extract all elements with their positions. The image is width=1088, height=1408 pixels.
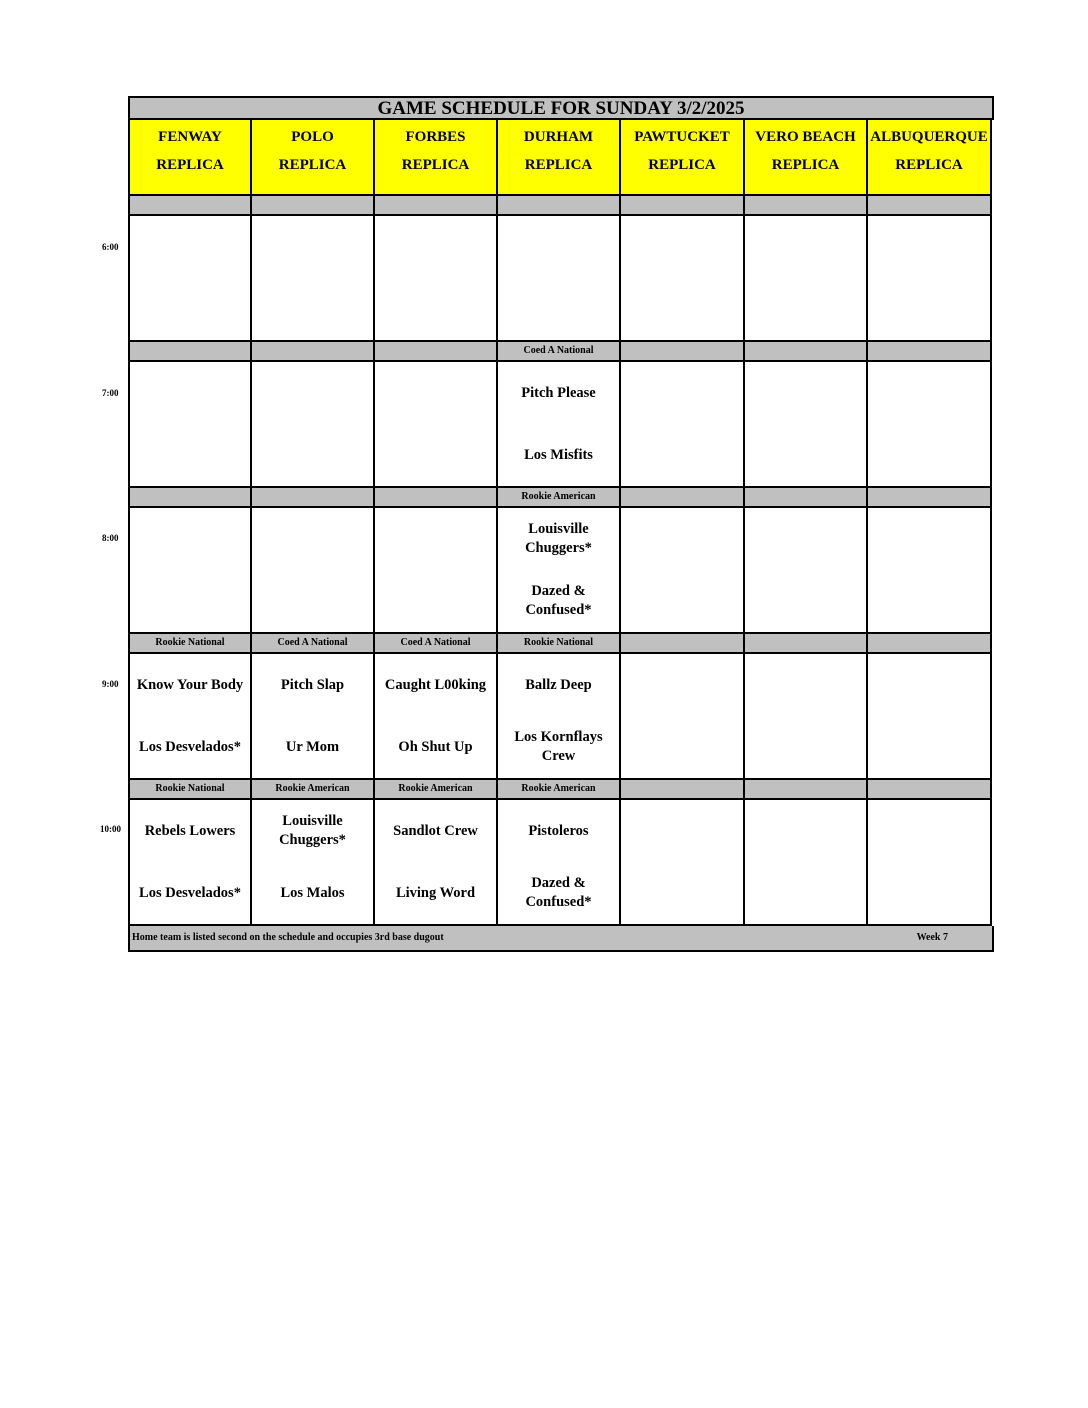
division-label [128,488,252,508]
field-name: FENWAY [158,129,222,145]
home-team: Los Kornflays Crew [514,729,603,764]
game-cell [868,362,992,488]
home-team [868,278,990,340]
home-team [130,424,250,486]
division-label [621,634,745,654]
game-cell [375,216,498,342]
away-team: Louisville Chuggers* [525,521,592,556]
division-label [252,488,375,508]
field-header [745,120,868,196]
game-cell [252,362,375,488]
home-team [868,862,990,924]
game-cell [252,508,375,634]
home-team [375,278,496,340]
game-cell [128,654,252,780]
division-label [868,488,992,508]
division-label [621,342,745,362]
game-cell [868,800,992,926]
home-team [621,716,743,778]
game-cell [375,508,498,634]
division-label [252,196,375,216]
away-team: Louisville Chuggers* [279,813,346,848]
time-label: 8:00 [102,533,119,543]
home-team [868,424,990,486]
away-team [868,800,990,862]
game-cell [498,508,621,634]
game-row [128,508,994,634]
away-team [621,216,743,278]
field-name: ALBUQUERQUE [870,129,988,145]
home-team [375,424,496,486]
home-team [375,570,496,632]
game-cell [375,654,498,780]
division-label [128,342,252,362]
division-label: Rookie National [128,634,252,654]
game-cell [498,800,621,926]
home-team: Dazed & Confused* [525,875,592,910]
week-label: Week 7 [916,932,948,943]
field-type: REPLICA [156,157,224,173]
time-label: 9:00 [102,679,119,689]
away-team [252,216,373,278]
division-label: Rookie National [498,634,621,654]
division-label [745,342,868,362]
game-cell [498,362,621,488]
game-row [128,362,994,488]
away-team [621,800,743,862]
home-team [745,424,866,486]
schedule-body [128,196,994,926]
division-label: Rookie American [498,780,621,800]
home-team [621,278,743,340]
home-team [745,570,866,632]
home-team [252,278,373,340]
away-team [868,654,990,716]
home-team [498,278,619,340]
game-row [128,216,994,342]
division-label [252,342,375,362]
game-cell [621,508,745,634]
game-cell [868,508,992,634]
away-team [868,216,990,278]
away-team [130,362,250,424]
field-name: PAWTUCKET [634,129,730,145]
home-team [745,862,866,924]
away-team: Pitch Please [521,384,596,401]
game-cell [745,216,868,342]
field-header-row [128,120,994,196]
division-row [128,780,994,800]
home-team [130,570,250,632]
division-label [128,196,252,216]
home-team [745,278,866,340]
game-cell [621,362,745,488]
field-name: POLO [291,129,334,145]
division-label: Coed A National [375,634,498,654]
game-cell [745,654,868,780]
division-label: Rookie American [498,488,621,508]
away-team [745,800,866,862]
away-team: Rebels Lowers [144,822,236,839]
home-team [868,716,990,778]
footer-note: Home team is listed second on the schedule and occupies 3rd base dugout [132,932,444,943]
division-label [621,488,745,508]
game-cell [375,362,498,488]
field-type: REPLICA [648,157,716,173]
game-cell [498,654,621,780]
time-label: 6:00 [102,242,119,252]
home-team [252,424,373,486]
game-cell [745,362,868,488]
home-team [621,570,743,632]
away-team [375,362,496,424]
field-type: REPLICA [524,157,593,173]
schedule-table [128,96,994,952]
away-team: Caught L00king [384,676,487,693]
field-header [498,120,621,196]
away-team [745,654,866,716]
away-team: Pistoleros [528,822,589,839]
field-name: DURHAM [523,129,594,145]
home-team [745,716,866,778]
game-cell [621,800,745,926]
division-label [745,634,868,654]
home-team [621,424,743,486]
home-team [130,278,250,340]
field-type: REPLICA [771,157,840,173]
home-team: Los Desvelados* [139,738,241,755]
away-team [621,362,743,424]
division-label [868,780,992,800]
time-label: 7:00 [102,388,119,398]
game-cell [128,508,252,634]
game-cell [868,654,992,780]
division-label [745,488,868,508]
division-label [868,634,992,654]
field-name: FORBES [405,129,466,145]
division-label: Rookie American [252,780,375,800]
time-label: 10:00 [100,824,121,834]
division-label [745,780,868,800]
division-label [375,196,498,216]
away-team [498,216,619,278]
division-row [128,196,994,216]
away-team [130,508,250,570]
field-type: REPLICA [401,157,470,173]
home-team [621,862,743,924]
game-cell [128,362,252,488]
division-row [128,488,994,508]
game-row [128,800,994,926]
game-cell [621,654,745,780]
away-team [252,362,373,424]
division-label [868,196,992,216]
division-label [621,780,745,800]
division-label [868,342,992,362]
division-label [375,488,498,508]
home-team: Ur Mom [285,738,340,755]
field-type: REPLICA [895,157,963,173]
game-cell [128,216,252,342]
away-team [621,654,743,716]
away-team [375,508,496,570]
away-team [252,508,373,570]
home-team [252,570,373,632]
away-team: Pitch Slap [280,676,345,693]
home-team: Los Malos [280,884,345,901]
field-header [375,120,498,196]
home-team [868,570,990,632]
division-label [498,196,621,216]
home-team: Los Desvelados* [139,884,241,901]
away-team [621,508,743,570]
game-cell [252,216,375,342]
division-label: Coed A National [252,634,375,654]
field-header [252,120,375,196]
game-cell [252,654,375,780]
away-team: Sandlot Crew [393,822,478,839]
game-row [128,654,994,780]
division-label [745,196,868,216]
away-team [868,508,990,570]
away-team [375,216,496,278]
away-team [745,508,866,570]
division-label [375,342,498,362]
game-cell [868,216,992,342]
field-type: REPLICA [278,157,347,173]
field-header [128,120,252,196]
division-row [128,342,994,362]
division-label: Coed A National [498,342,621,362]
schedule-title: GAME SCHEDULE FOR SUNDAY 3/2/2025 [128,96,994,120]
away-team [130,216,250,278]
away-team [745,362,866,424]
home-team: Los Misfits [524,446,593,463]
game-cell [621,216,745,342]
game-cell [745,800,868,926]
division-label [621,196,745,216]
away-team: Ballz Deep [525,676,592,693]
game-cell [498,216,621,342]
game-cell [375,800,498,926]
game-cell [128,800,252,926]
home-team: Living Word [395,884,476,901]
away-team [745,216,866,278]
field-header [868,120,992,196]
home-team: Oh Shut Up [398,738,473,755]
field-header [621,120,745,196]
division-row [128,634,994,654]
field-name: VERO BEACH [755,129,856,145]
division-label: Rookie National [128,780,252,800]
home-team: Dazed & Confused* [525,583,592,618]
schedule-footer [128,926,994,952]
division-label: Rookie American [375,780,498,800]
game-cell [745,508,868,634]
away-team: Know Your Body [136,676,244,693]
away-team [868,362,990,424]
game-cell [252,800,375,926]
